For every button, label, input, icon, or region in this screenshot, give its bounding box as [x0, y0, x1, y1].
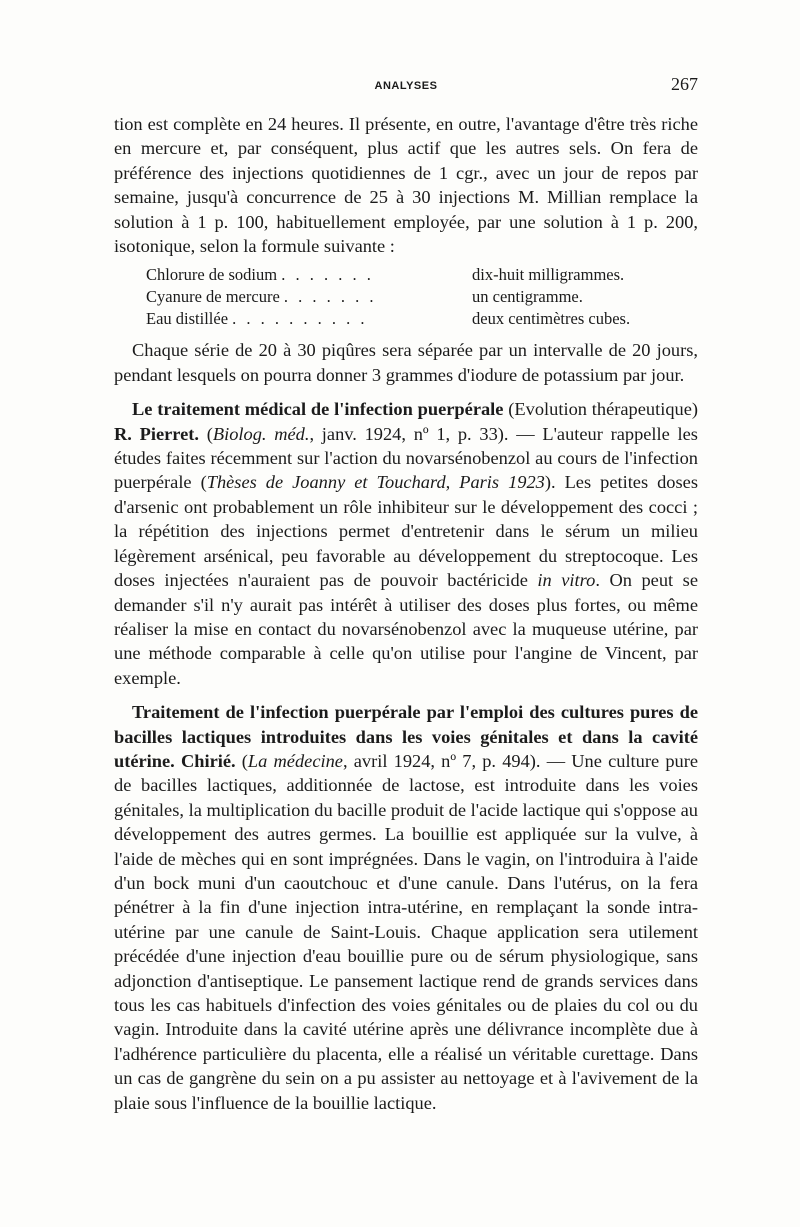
formula-ingredient: Chlorure de sodium . . . . . . . — [146, 265, 374, 285]
paragraph-series: Chaque série de 20 à 30 piqûres sera séparée par un intervalle de 20 jours, pendant lesquels on pourra donner 3 grammes d'iodure de potassium par jour. — [114, 340, 698, 385]
article-chirie: Traitement de l'infection puerpérale par l'emploi des cultures pures de bacilles lactiques introduites dans les voies génitales et dans la cavité utérine. Chirié. (La médecine, avril 1924, nº 7, p. 494). — Une culture pure de bacilles lactiques, additionnée de lactose, est introduite dans les voies génitales, la multiplication du bacille produit de l'acide lactique qui s'oppose au développement des autres germes. La bouillie est appliquée sur la vulve, à l'aide de mèches qui en sont imprégnées. Dans le vagin, on l'introduira à l'aide d'un bock muni d'un caoutchouc et d'une canule. Dans l'utérus, on la fera pénétrer à la fin d'une injection intra-utérine, en remplaçant la sonde intra-utérine par une canule de Saint-Louis. Chaque application sera utilement précédée d'une injection d'eau bouillie pure ou de sérum physiologique, sans adjonction d'antiseptique. Le pansement lactique rend de grands services dans tous les cas habituels d'infection des voies génitales ou de plaies du col ou du vagin. Introduite dans la cavité utérine après une délivrance incomplète due à l'adhérence particulière du placenta, elle a réalisé un véritable curettage. Dans un cas de gangrène du sein on a pu assister au nettoyage et à l'avivement de la plaie sous l'influence de la bouillie lactique. — [114, 702, 698, 1113]
article-title: Traitement de l'infection puerpérale par l'emploi des cultures pures de bacilles lactiques introduites dans les voies génitales et dans la cavité utérine. Chirié. — [114, 702, 698, 771]
formula-row — [146, 286, 698, 308]
article-title: Le traitement médical de l'infection puerpérale — [132, 399, 504, 420]
thesis-reference: Thèses de Joanny et Touchard, Paris 1923 — [206, 472, 545, 493]
running-head: ANALYSES — [374, 80, 438, 92]
page-header — [114, 74, 698, 98]
journal-name: Biolog. méd. — [212, 423, 310, 444]
page-number: 267 — [671, 74, 698, 94]
journal-name: La médecine — [247, 750, 343, 771]
formula-quantity: deux centimètres cubes. — [472, 309, 631, 329]
page-content — [114, 112, 698, 1115]
formula-quantity: dix-huit milligrammes. — [472, 265, 625, 285]
paragraph-continued: tion est complète en 24 heures. Il présente, en outre, l'avantage d'être très riche en mercure et, par conséquent, plus actif que les autres sels. On fera de préférence des injections quotidiennes de 1 cgr., avec un jour de repos par semaine, jusqu'à concurrence de 25 à 30 injections M. Millian remplace la solution à 1 p. 100, habituellement employée, par une solution à 1 p. 200, isotonique, selon la formule suivante : — [114, 114, 698, 257]
article-pierret: Le traitement médical de l'infection puerpérale (Evolution thérapeutique) R. Pierret. (Biolog. méd., janv. 1924, nº 1, p. 33). — L'auteur rappelle les études faites récemment sur l'action du novarsénobenzol au cours de l'infection puerpérale (Thèses de Joanny et Touchard, Paris 1923). Les petites doses d'arsenic ont probablement un rôle inhibiteur sur le développement des cocci ; la répétition des injections permet d'entretenir dans le sérum un milieu légèrement arsénical, peu favorable au développement du streptocoque. Les doses injectées n'auraient pas de pouvoir bactéricide in vitro. On peut se demander s'il n'y aurait pas intérêt à utiliser des doses plus fortes, ou même réaliser la mise en contact du novarsénobenzol avec la muqueuse utérine, par une méthode comparable à celle qu'on utilise pour l'angine de Vincent, par exemple. — [114, 399, 699, 688]
formula-ingredient: Eau distillée . . . . . . . . . . — [146, 309, 368, 329]
formula-table — [146, 264, 698, 330]
formula-row — [146, 264, 698, 286]
formula-row — [146, 308, 698, 330]
in-vitro-term: in vitro — [537, 570, 596, 591]
formula-ingredient: Cyanure de mercure . . . . . . . — [146, 287, 377, 307]
formula-quantity: un centigramme. — [472, 287, 583, 307]
article-author: R. Pierret. — [114, 423, 199, 444]
